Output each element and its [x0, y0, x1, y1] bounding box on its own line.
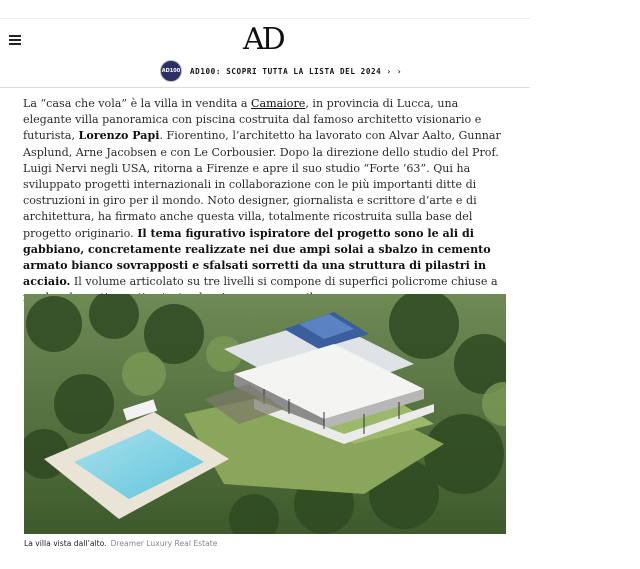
- caption-text: La villa vista dall’alto.: [24, 539, 107, 548]
- photo-caption: [24, 539, 217, 548]
- article-paragraph: [23, 96, 507, 307]
- villa-photo-illustration: [24, 294, 506, 534]
- photo-credit: Dreamer Luxury Real Estate: [110, 539, 218, 548]
- menu-icon[interactable]: [9, 35, 21, 45]
- bold-highlight: Il tema figurativo ispiratore del progetto sono le ali di gabbiano, concretamente realizzate nei due ampi solai a sbalzo in cemento armato bianco sovrapposti e sfalsati sorretti da una struttura di pilastri in acciaio.: [23, 226, 491, 289]
- site-logo[interactable]: AD: [243, 22, 283, 57]
- top-strip: [0, 0, 640, 14]
- article-body: [23, 96, 507, 307]
- architect-name: Lorenzo Papi: [78, 129, 160, 143]
- text-segment: , in provincia di Lucca, una elegante villa panoramica con piscina costruita dal famoso architetto visionario e futurista,: [23, 97, 482, 143]
- ad100-badge-icon: AD100: [160, 60, 182, 82]
- ad100-promo-text: AD100: SCOPRI TUTTA LA LISTA DEL 2024 › ›: [190, 66, 403, 76]
- camaiore-link[interactable]: Camaiore: [251, 97, 306, 110]
- ad100-promo-link[interactable]: [160, 60, 402, 82]
- text-segment: La “casa che vola” è la villa in vendita a: [23, 97, 252, 110]
- site-header: [0, 18, 530, 88]
- text-segment: . Fiorentino, l’architetto ha lavorato con Alvar Aalto, Gunnar Asplund, Arne Jacobsen e con Le Corbousier. Dopo la direzione dello studio del Prof. Luigi Nervi negli USA, ritorna a Firenze e apre il suo studio “Forte ’63”. Qui ha sviluppato progetti internazionali in collaborazione con le più importanti ditte di costruzioni in giro per il mondo. Noto designer, giornalista e scrittore d’arte e di architettura, ha firmato anche questa villa, totalmente ricostruita sulla base del progetto originario.: [23, 129, 501, 240]
- text-segment: Il volume articolato su tre livelli si compone di superfici policrome chiuse a: [73, 275, 498, 289]
- villa-aerial-photo: [24, 294, 506, 534]
